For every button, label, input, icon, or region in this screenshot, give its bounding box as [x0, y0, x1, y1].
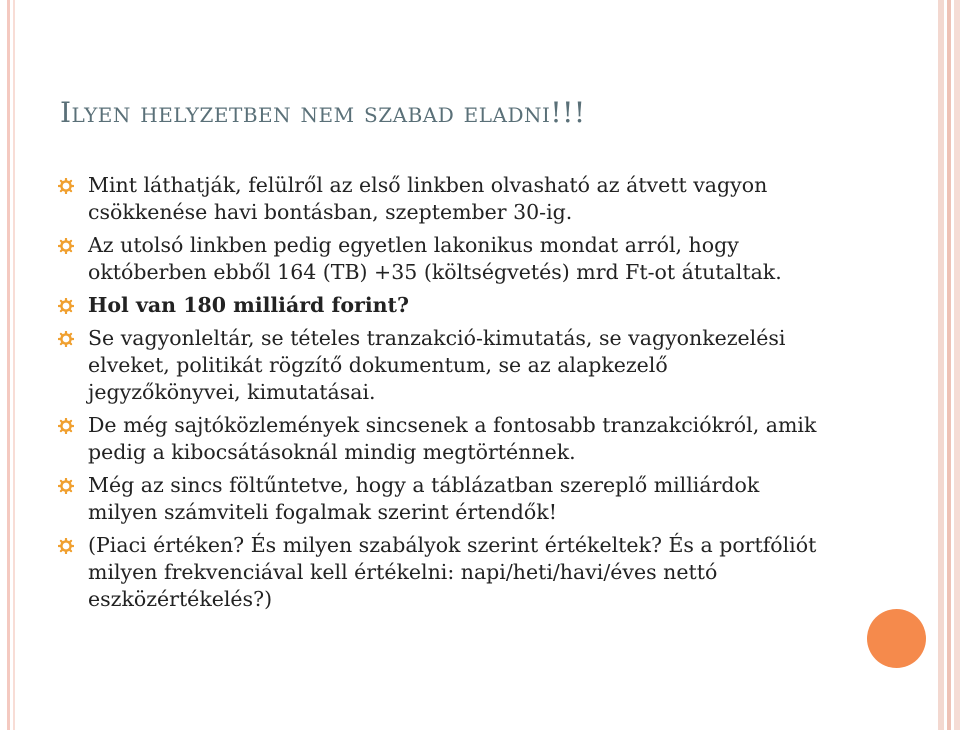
- gear-icon: [58, 478, 74, 494]
- gear-icon: [58, 418, 74, 434]
- right-decor-band: [938, 0, 960, 730]
- accent-circle: [867, 609, 926, 668]
- gear-icon: [58, 331, 74, 347]
- bullet-text: (Piaci értéken? És milyen szabályok szerint értékeltek? És a portfóliót milyen frekvenciával kell értékelni: napi/heti/havi/éves nettó eszközértékelés?): [88, 533, 817, 611]
- bullet-text: Mint láthatják, felülről az első linkben olvasható az átvett vagyon csökkenése havi bontásban, szeptember 30-ig.: [88, 173, 768, 224]
- gear-icon: [58, 178, 74, 194]
- bullet-item: [58, 172, 818, 226]
- bullet-item: [58, 412, 818, 466]
- bullet-text: Az utolsó linkben pedig egyetlen lakonikus mondat arról, hogy októberben ebből 164 (TB) +35 (költségvetés) mrd Ft-ot átutaltak.: [88, 233, 782, 284]
- bullet-text: Még az sincs föltűntetve, hogy a táblázatban szereplő milliárdok milyen számviteli fogalmak szerint értendők!: [88, 473, 760, 524]
- gear-icon: [58, 238, 74, 254]
- bullet-text: Se vagyonleltár, se tételes tranzakció-kimutatás, se vagyonkezelési elveket, politikát rögzítő dokumentum, se az alapkezelő jegyzőkönyvei, kimutatásai.: [88, 326, 786, 404]
- bullet-item: [58, 472, 818, 526]
- gear-icon: [58, 538, 74, 554]
- gear-icon: [58, 298, 74, 314]
- left-decor-stripe-inner: [13, 0, 15, 730]
- bullet-text: Hol van 180 milliárd forint?: [88, 293, 409, 317]
- bullet-item: [58, 232, 818, 286]
- slide-title: Ilyen helyzetben nem szabad eladni!!!: [60, 96, 586, 129]
- bullet-item: [58, 532, 818, 613]
- bullet-list: [58, 172, 818, 619]
- bullet-item: [58, 325, 818, 406]
- bullet-item: [58, 292, 818, 319]
- left-decor-stripe: [7, 0, 10, 730]
- bullet-text: De még sajtóközlemények sincsenek a fontosabb tranzakciókról, amik pedig a kibocsátásoknál mindig megtörténnek.: [88, 413, 817, 464]
